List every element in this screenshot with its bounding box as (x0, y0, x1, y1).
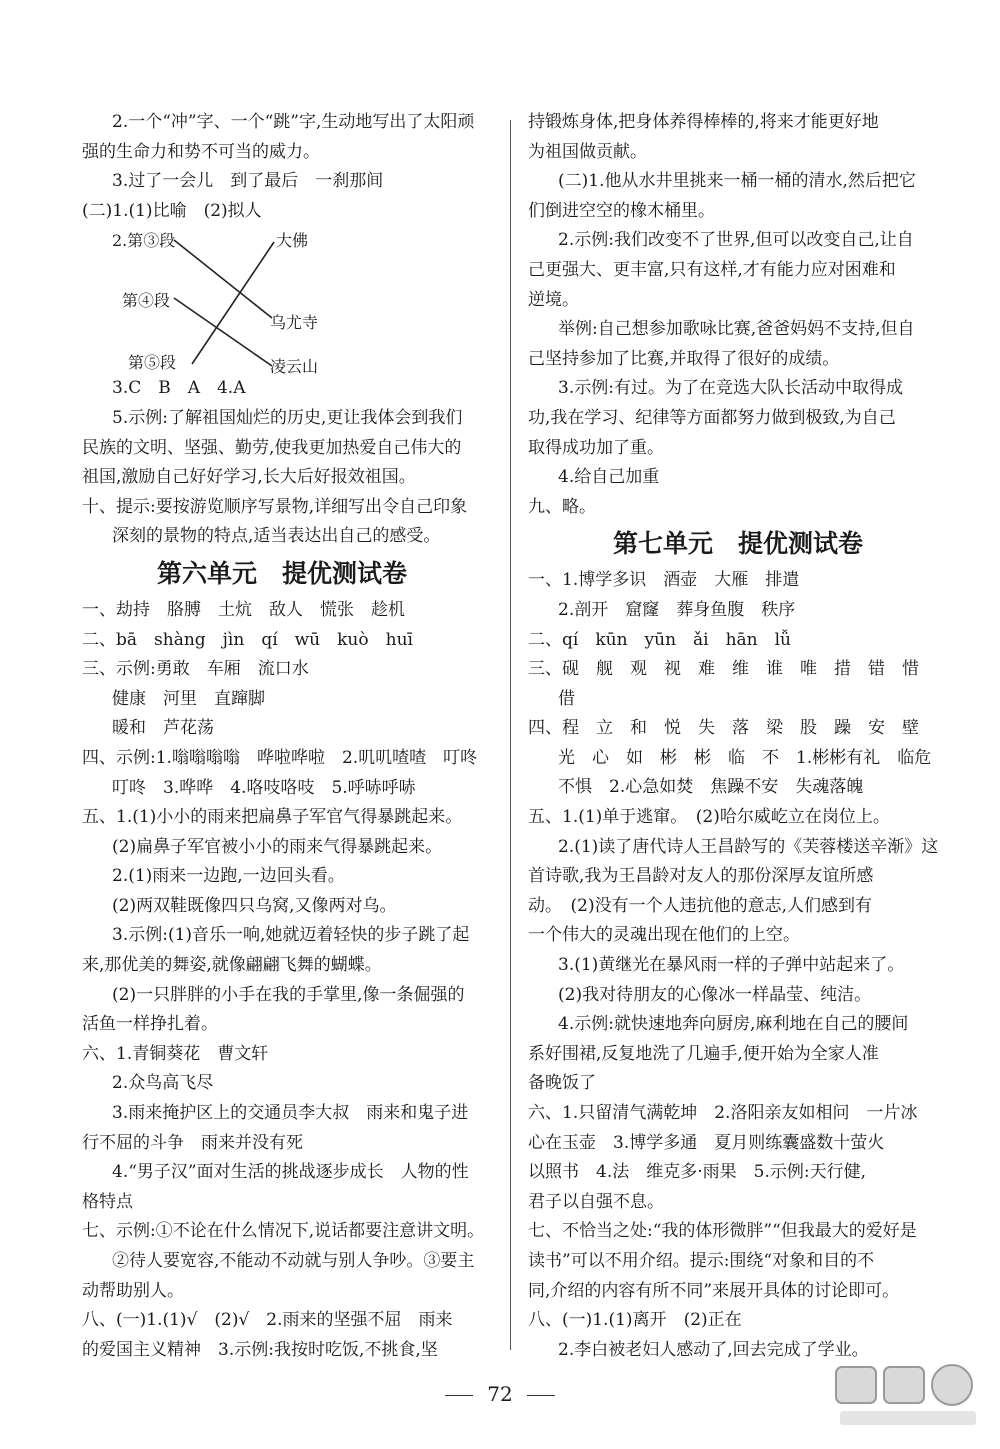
text-line: 2.一个“冲”字、一个“跳”字,生动地写出了太阳顽 (112, 112, 475, 132)
diagram-label: 凌云山 (270, 357, 319, 377)
text-line: 心在玉壶 3.博学多通 夏月则练囊盛数十萤火 (528, 1132, 885, 1153)
text-line: 的爱国主义精神 3.示例:我按时吃饭,不挑食,坚 (82, 1339, 438, 1360)
text-line: 光 心 如 彬 彬 临 不 1.彬彬有礼 临危 (558, 747, 932, 768)
text-line: 行不屈的斗争 雨来并没有死 (82, 1132, 303, 1153)
text-line: 首诗歌,我为王昌龄对友人的那份深厚友谊所感 (528, 866, 874, 887)
match-line (174, 240, 272, 318)
right-column (528, 108, 948, 1365)
section-heading-unit-7: 第七单元 提优测试卷 (612, 529, 863, 559)
text-line: 一个伟大的灵魂出现在他们的上空。 (528, 925, 800, 946)
text-line: 持锻炼身体,把身体养得棒棒的,将来才能更好地 (528, 112, 879, 132)
text-line: 君子以自强不息。 (528, 1191, 664, 1212)
text-line: 3.示例:有过。为了在竞选大队长活动中取得成 (558, 378, 903, 399)
text-line: 5.示例:了解祖国灿烂的历史,更让我体会到我们 (112, 407, 463, 428)
text-line: 己坚持参加了比赛,并取得了很好的成绩。 (528, 348, 840, 369)
text-line: 取得成功加了重。 (528, 437, 664, 458)
text-line: 四、示例:1.嗡嗡嗡嗡 哗啦哗啦 2.叽叽喳喳 叮咚 (82, 747, 478, 768)
text-line: 强的生命力和势不可当的威力。 (82, 141, 320, 162)
text-line: 深刻的景物的特点,适当表达出自己的感受。 (112, 526, 441, 547)
column-divider (510, 120, 511, 1350)
text-line: 民族的文明、坚强、勤劳,使我更加热爱自己伟大的 (82, 437, 462, 458)
text-line: 二、qí kūn yūn ǎi hān lǚ (528, 629, 792, 650)
text-line: 2.李白被老妇人感动了,回去完成了学业。 (558, 1339, 869, 1360)
text-line: 2.众鸟高飞尽 (112, 1073, 214, 1094)
text-line: 叮咚 3.哗哗 4.咯吱咯吱 5.呼哧呼哧 (112, 777, 416, 798)
text-line: 格特点 (82, 1191, 133, 1212)
text-line: 同,介绍的内容有所不同”来展开具体的讨论即可。 (528, 1280, 900, 1301)
text-line: 十、提示:要按游览顺序写景物,详细写出令自己印象 (82, 496, 468, 517)
text-line: (二)1.(1)比喻 (2)拟人 (82, 200, 262, 221)
text-line: 4.示例:就快速地奔向厨房,麻利地在自己的腰间 (558, 1014, 909, 1035)
text-line: 七、示例:①不论在什么情况下,说话都要注意讲文明。 (82, 1221, 485, 1242)
text-line: 己更强大、更丰富,只有这样,才有能力应对困难和 (528, 259, 896, 280)
text-line: (2)两双鞋既像四只乌窝,又像两对乌。 (112, 895, 397, 916)
diagram-label: 大佛 (276, 231, 309, 251)
text-line: 们倒进空空的橡木桶里。 (528, 200, 715, 221)
diagram-label: 2.第③段 (112, 231, 176, 251)
section-heading-unit-6: 第六单元 提优测试卷 (156, 558, 407, 588)
text-line: 不惧 2.心急如焚 焦躁不安 失魂落魄 (558, 777, 864, 798)
text-line: 举例:自己想参加歌咏比赛,爸爸妈妈不支持,但自 (558, 319, 915, 340)
diagram-label: 第④段 (122, 291, 171, 311)
matching-diagram (82, 226, 482, 377)
text-line: 一、劫持 胳膊 土炕 敌人 慌张 趁机 (82, 599, 405, 620)
text-line: 4.“男子汉”面对生活的挑战逐步成长 人物的性 (112, 1162, 469, 1183)
text-line: 九、略。 (528, 496, 596, 517)
text-line: 一、1.博学多识 酒壶 大雁 排遣 (528, 570, 800, 591)
text-line: 3.C B A 4.A (112, 378, 246, 399)
text-line: 3.雨来掩护区上的交通员李大叔 雨来和鬼子进 (112, 1103, 469, 1124)
text-line: 八、(一)1.(1)离开 (2)正在 (528, 1310, 742, 1331)
text-line: 来,那优美的舞姿,就像翩翩飞舞的蝴蝶。 (82, 955, 382, 976)
diagram-label: 第⑤段 (128, 353, 177, 373)
text-line: (2)扁鼻子军官被小小的雨来气得暴跳起来。 (112, 836, 443, 857)
diagram-label: 乌尤寺 (270, 313, 319, 333)
text-line: 系好围裙,反复地洗了几遍手,便开始为全家人准 (528, 1043, 879, 1064)
text-line: 暖和 芦花荡 (112, 718, 214, 739)
text-line: 2.示例:我们改变不了世界,但可以改变自己,让自 (558, 230, 914, 251)
text-line: 逆境。 (528, 289, 579, 310)
text-line: 以照书 4.法 维克多·雨果 5.示例:天行健, (528, 1162, 866, 1183)
text-line: 3.过了一会儿 到了最后 一刹那间 (112, 171, 384, 192)
text-line: 读书”可以不用介绍。提示:围绕“对象和目的不 (528, 1250, 875, 1271)
footer-dash (445, 1395, 473, 1396)
page-number: 72 (487, 1382, 513, 1406)
text-line: 六、1.只留清气满乾坤 2.洛阳亲友如相问 一片冰 (528, 1103, 918, 1123)
text-line: 五、1.(1)小小的雨来把扁鼻子军官气得暴跳起来。 (82, 807, 463, 828)
text-line: 祖国,激励自己好好学习,长大后好报效祖国。 (82, 467, 416, 488)
text-line: ②待人要宽容,不能动不动就与别人争吵。③要主 (112, 1251, 475, 1271)
text-line: 二、bā shàng jìn qí wū kuò huī (82, 629, 413, 650)
text-line: (2)我对待朋友的心像冰一样晶莹、纯洁。 (558, 984, 872, 1005)
text-line: 2.(1)雨来一边跑,一边回头看。 (112, 866, 345, 887)
text-line: 借 (558, 688, 575, 709)
text-line: 七、不恰当之处:“我的体形微胖”“但我最大的爱好是 (528, 1221, 917, 1242)
text-line: 3.示例:(1)音乐一响,她就迈着轻快的步子跳了起 (112, 925, 470, 946)
watermark-logo (832, 1361, 982, 1431)
left-column (82, 108, 485, 1365)
text-line: 3.(1)黄继光在暴风雨一样的子弹中站起来了。 (558, 955, 905, 976)
footer-dash (527, 1395, 555, 1396)
text-line: 动。 (2)没有一个人违抗他的意志,人们感到有 (528, 895, 872, 916)
text-line: 三、砚 舰 观 视 难 维 谁 唯 措 错 惜 (528, 659, 919, 680)
text-line: 八、(一)1.(1)√ (2)√ 2.雨来的坚强不屈 雨来 (82, 1310, 453, 1331)
text-line: 2.(1)读了唐代诗人王昌龄写的《芙蓉楼送辛渐》这 (558, 836, 939, 857)
text-line: 为祖国做贡献。 (528, 141, 647, 162)
text-line: 活鱼一样挣扎着。 (82, 1014, 218, 1035)
text-line: 健康 河里 直蹿脚 (112, 688, 265, 709)
text-line: (二)1.他从水井里挑来一桶一桶的清水,然后把它 (558, 171, 916, 192)
text-line: 功,我在学习、纪律等方面都努力做到极致,为自己 (528, 407, 896, 428)
text-line: 四、程 立 和 悦 失 落 梁 股 躁 安 壁 (528, 718, 919, 739)
text-line: 2.剖开 窟窿 葬身鱼腹 秩序 (558, 599, 796, 620)
text-line: 动帮助别人。 (82, 1280, 184, 1301)
match-line (192, 242, 274, 364)
text-line: 六、1.青铜葵花 曹文轩 (82, 1043, 269, 1064)
match-line (174, 298, 272, 366)
text-line: 备晚饭了 (528, 1073, 596, 1094)
text-line: 三、示例:勇敢 车厢 流口水 (82, 659, 309, 680)
text-line: 4.给自己加重 (558, 467, 660, 488)
text-line: (2)一只胖胖的小手在我的手掌里,像一条倔强的 (112, 984, 465, 1005)
text-line: 五、1.(1)单于逃窜。 (2)哈尔威屹立在岗位上。 (528, 807, 890, 828)
